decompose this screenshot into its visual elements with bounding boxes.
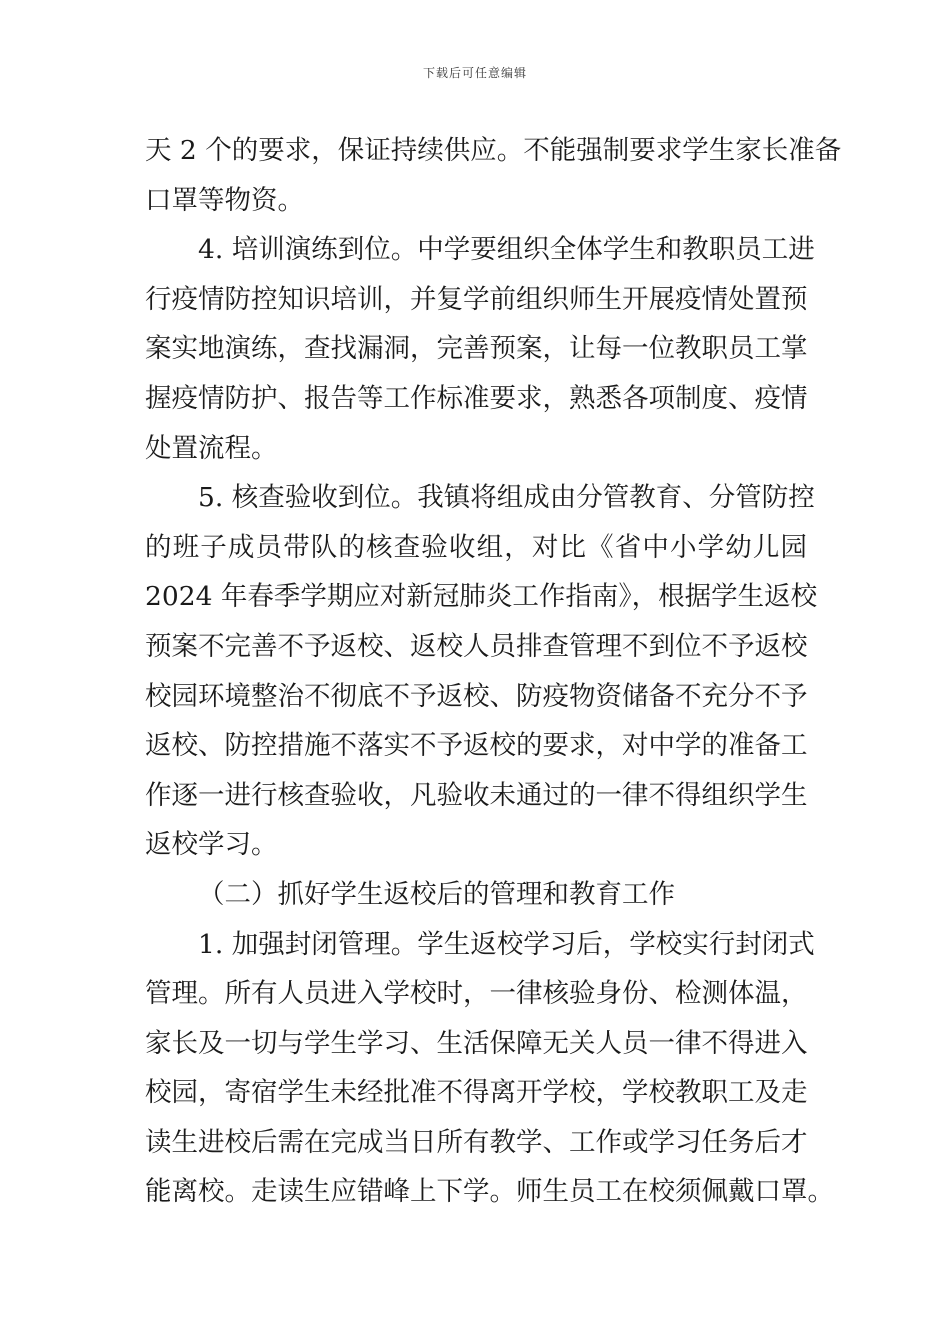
text-line: 读生进校后需在完成当日所有教学、工作或学习任务后才 <box>145 1126 808 1158</box>
text-line: 校园，寄宿学生未经批准不得离开学校，学校教职工及走 <box>145 1077 808 1109</box>
text-line: 案实地演练，查找漏洞，完善预案，让每一位教职员工掌 <box>145 333 808 365</box>
text-line: 握疫情防护、报告等工作标准要求，熟悉各项制度、疫情 <box>145 382 808 414</box>
text-line: （二）抓好学生返校后的管理和教育工作 <box>198 878 675 910</box>
text-line: 的班子成员带队的核查验收组，对比《省中小学幼儿园 <box>145 531 807 563</box>
text-line: 4. 培训演练到位。中学要组织全体学生和教职员工进 <box>198 234 815 266</box>
text-line: 行疫情防控知识培训，并复学前组织师生开展疫情处置预 <box>145 283 808 315</box>
text-line: 校园环境整治不彻底不予返校、防疫物资储备不充分不予 <box>145 680 808 712</box>
page-header-note: 下载后可任意编辑 <box>422 66 527 80</box>
text-line: 返校学习。 <box>145 829 278 861</box>
text-line: 家长及一切与学生学习、生活保障无关人员一律不得进入 <box>145 1027 808 1059</box>
text-line: 能离校。走读生应错峰上下学。师生员工在校须佩戴口罩。 <box>145 1176 834 1208</box>
text-line: 返校、防控措施不落实不予返校的要求，对中学的准备工 <box>145 730 808 762</box>
text-line: 5. 核查验收到位。我镇将组成由分管教育、分管防控 <box>198 482 815 514</box>
text-line: 2024 年春季学期应对新冠肺炎工作指南》，根据学生返校 <box>145 581 818 613</box>
text-line: 处置流程。 <box>145 432 278 464</box>
text-line: 作逐一进行核查验收，凡验收未通过的一律不得组织学生 <box>145 779 808 811</box>
text-line: 天 2 个的要求，保证持续供应。不能强制要求学生家长准备 <box>145 135 842 166</box>
text-line: 管理。所有人员进入学校时，一律核验身份、检测体温， <box>145 978 808 1010</box>
text-line: 口罩等物资。 <box>145 184 304 216</box>
document-body <box>145 126 842 1217</box>
text-line: 预案不完善不予返校、返校人员排查管理不到位不予返校 <box>145 630 808 662</box>
text-line: 1. 加强封闭管理。学生返校学习后，学校实行封闭式 <box>198 928 815 960</box>
